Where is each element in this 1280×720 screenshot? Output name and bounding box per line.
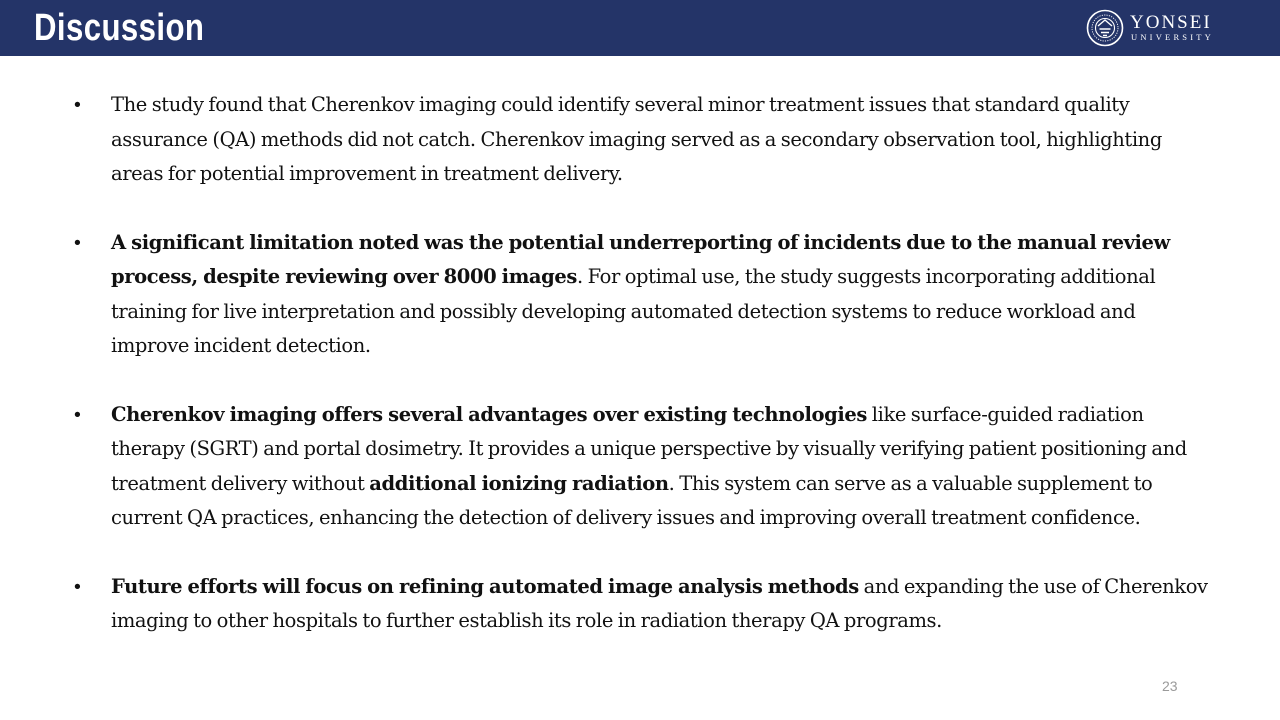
slide-header [0,0,1280,56]
bullet-text: . This system can serve as a valuable supplement to current QA practices, enhancing the detection of delivery issues and improving overall treatment confidence. [111,471,1153,529]
logo-name: YONSEI [1130,12,1212,33]
logo-subtitle: UNIVERSITY [1131,32,1214,42]
bullet-marker: • [74,403,81,426]
slide-title: Discussion [34,7,205,49]
yonsei-seal-icon [1086,9,1124,47]
bullet-text: . For optimal use, the study suggests incorporating additional training for live interpretation and possibly developing automated detection systems to reduce workload and improve incident detection. [111,265,1156,357]
bullet-marker: • [74,94,81,116]
bullet-text: like surface-guided radiation therapy (SGRT) and portal dosimetry. It provides a unique perspective by visually verifying patient positioning and treatment delivery without [111,402,1187,495]
bullet-item [0,570,1211,639]
page-number: 23 [1162,678,1178,694]
bullet-item [0,226,1211,364]
bullet-item [0,398,1211,536]
bullet-item [0,88,1211,192]
university-logo [1086,9,1236,47]
bullet-list [0,88,1280,673]
bullet-bold-text: A significant limitation noted was the potential underreporting of incidents due to the manual review process, despite reviewing over 8000 images [111,230,1170,288]
bullet-marker: • [74,231,81,254]
bullet-text: The study found that Cherenkov imaging could identify several minor treatment issues that standard quality assurance (QA) methods did not catch. Cherenkov imaging served as a secondary observation tool, highlighting areas for potential improvement in treatment delivery. [111,93,1162,185]
bullet-bold-text: additional ionizing radiation [369,471,669,495]
bullet-bold-text: Future efforts will focus on refining automated image analysis methods [111,574,859,598]
bullet-marker: • [74,575,81,598]
bullet-text: and expanding the use of Cherenkov imaging to other hospitals to further establish its role in radiation therapy QA programs. [111,574,1208,632]
bullet-bold-text: Cherenkov imaging offers several advantages over existing technologies [111,402,867,426]
